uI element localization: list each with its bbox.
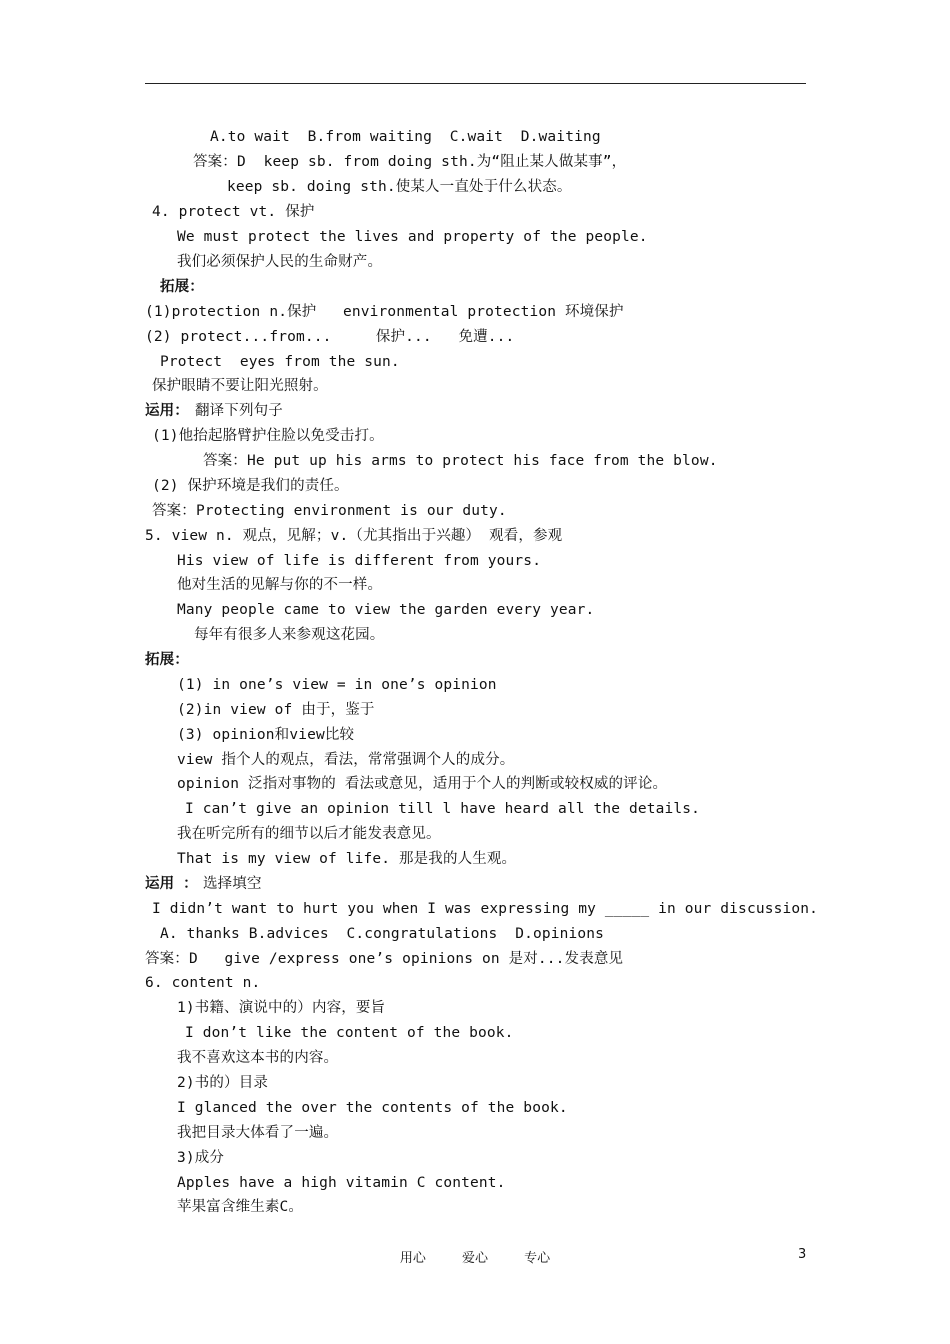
- text-line: 翻译下列句子: [195, 403, 283, 419]
- text-line: view 指个人的观点，看法，常常强调个人的成分。: [177, 752, 515, 768]
- text-line: opinion 泛指对事物的 看法或意见，适用于个人的判断或较权威的评论。: [177, 776, 668, 792]
- footer-item: 爱心: [461, 1251, 488, 1266]
- text-line: We must protect the lives and property of the people.: [177, 229, 648, 245]
- text-line: 答案：D give /express one’s opinions on 是对...发表意见: [145, 951, 624, 967]
- text-line: 答案：He put up his arms to protect his face from the blow.: [203, 453, 718, 469]
- text-line: That is my view of life. 那是我的人生观。: [177, 851, 517, 867]
- text-line: Protect eyes from the sun.: [160, 354, 400, 370]
- text-line: 选择填空: [203, 876, 262, 892]
- text-line: 每年有很多人来参观这花园。: [194, 627, 385, 643]
- text-line: 我把目录大体看了一遍。: [177, 1125, 339, 1141]
- page-footer: [0, 1247, 950, 1266]
- text-line: 我们必须保护人民的生命财产。: [177, 254, 383, 270]
- text-line: (2) protect...from... 保护... 免遭...: [145, 329, 515, 345]
- text-line: Apples have a high vitamin C content.: [177, 1175, 506, 1191]
- section-heading: 4. protect vt. 保护: [152, 204, 315, 220]
- text-line: 我不喜欢这本书的内容。: [177, 1050, 339, 1066]
- text-line: (2) 保护环境是我们的责任。: [152, 478, 349, 494]
- text-line: A.to wait B.from waiting C.wait D.waiting: [210, 129, 601, 145]
- text-line: His view of life is different from yours.: [177, 553, 542, 569]
- text-line: (1) in one’s view = in one’s opinion: [177, 677, 497, 693]
- label-usage: 运用：: [145, 403, 189, 419]
- text-line: 3)成分: [177, 1150, 225, 1166]
- text-line: 答案：D keep sb. from doing sth.为“阻止某人做某事”，: [193, 154, 627, 170]
- text-line: 保护眼睛不要让阳光照射。: [152, 378, 328, 394]
- text-line: (1)他抬起胳臂护住脸以免受击打。: [152, 428, 384, 444]
- text-line: I didn’t want to hurt you when I was expressing my _____ in our discussion.: [152, 901, 818, 917]
- label-usage: 运用 ：: [145, 876, 198, 892]
- text-line: I can’t give an opinion till l have heard all the details.: [185, 801, 701, 817]
- text-line: I glanced the over the contents of the book.: [177, 1100, 568, 1116]
- text-line: 我在听完所有的细节以后才能发表意见。: [177, 826, 441, 842]
- section-heading: 5. view n. 观点，见解；v.（尤其指出于兴趣） 观看，参观: [145, 528, 563, 544]
- text-line: 1)书籍、演说中的）内容，要旨: [177, 1000, 386, 1016]
- header-rule: [145, 83, 806, 84]
- section-heading: 6. content n.: [145, 975, 261, 991]
- label-extension: 拓展：: [145, 652, 189, 668]
- text-line: Many people came to view the garden every year.: [177, 602, 595, 618]
- text-line: (2)in view of 由于，鉴于: [177, 702, 375, 718]
- footer-item: 用心: [399, 1251, 426, 1266]
- text-line: 他对生活的见解与你的不一样。: [177, 577, 383, 593]
- text-line: 答案：Protecting environment is our duty.: [152, 503, 507, 519]
- text-line: 苹果富含维生素C。: [177, 1199, 304, 1215]
- page-number: 3: [798, 1247, 807, 1262]
- text-line: 2)书的）目录: [177, 1075, 269, 1091]
- footer-item: 专心: [524, 1251, 551, 1266]
- label-extension: 拓展：: [160, 279, 204, 295]
- text-line: keep sb. doing sth.使某人一直处于什么状态。: [227, 179, 572, 195]
- text-line: (1)protection n.保护 environmental protection 环境保护: [145, 304, 624, 320]
- text-line: (3) opinion和view比较: [177, 727, 355, 743]
- text-line: I don’t like the content of the book.: [185, 1025, 514, 1041]
- text-line: A. thanks B.advices C.congratulations D.opinions: [160, 926, 604, 942]
